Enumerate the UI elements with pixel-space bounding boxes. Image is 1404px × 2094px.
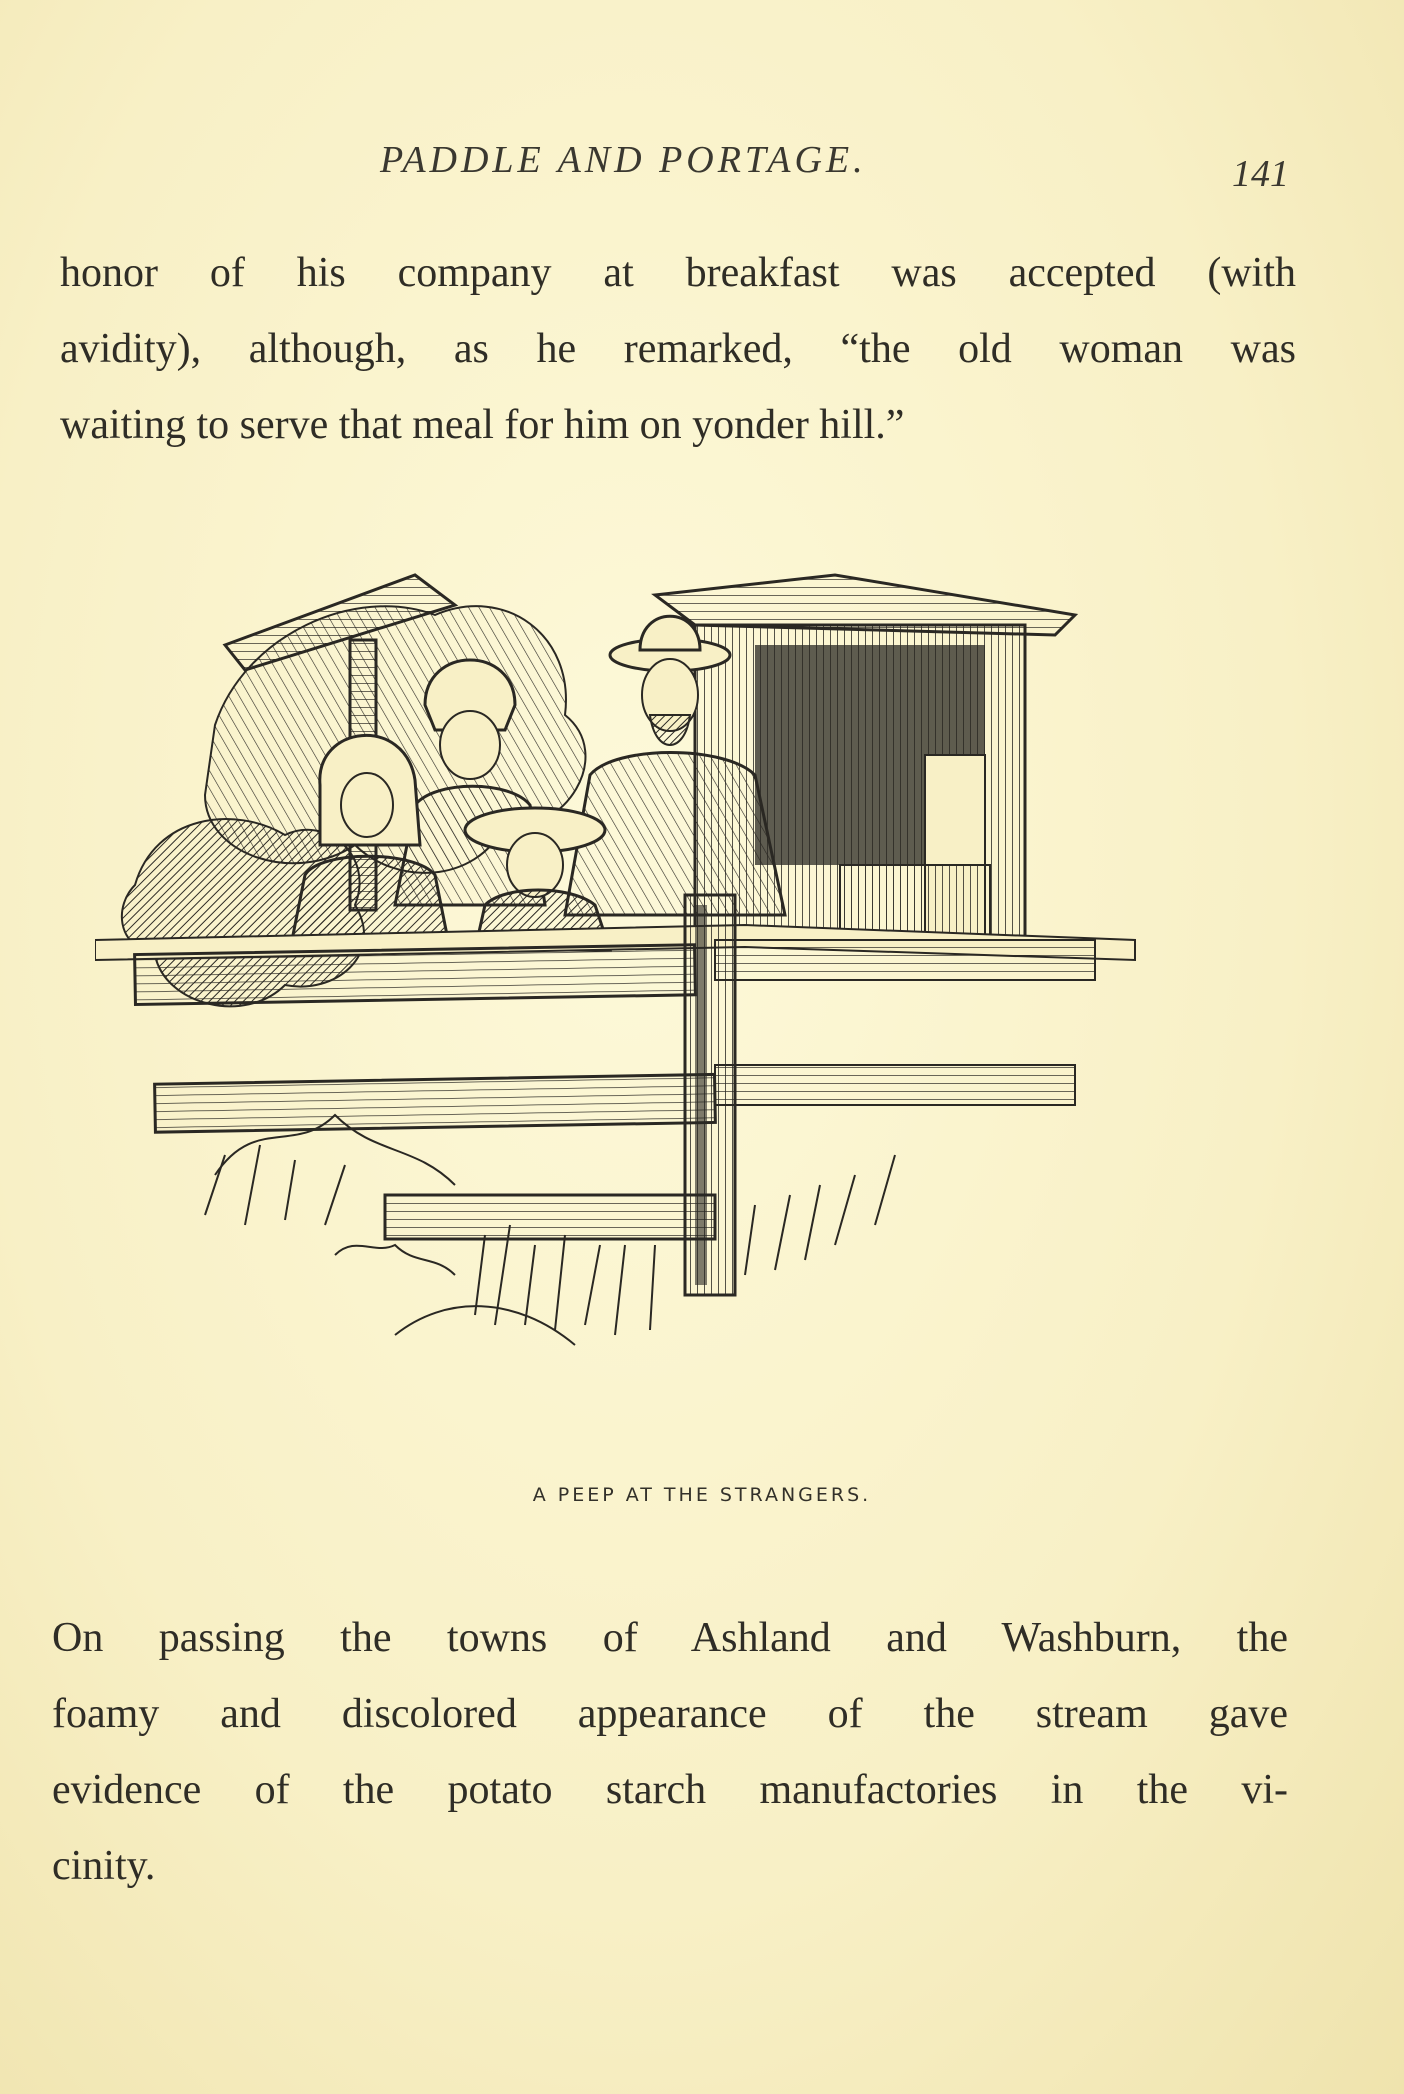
text-line: foamy and discolored appearance of the stream gave bbox=[52, 1691, 1288, 1737]
page-number: 141 bbox=[1232, 153, 1289, 195]
text-line: honor of his company at breakfast was accepted (with bbox=[60, 250, 1296, 296]
text-line: evidence of the potato starch manufactories in the vi- bbox=[52, 1767, 1288, 1813]
paragraph-top bbox=[60, 235, 1296, 463]
paragraph-bottom bbox=[52, 1600, 1288, 1904]
running-head: PADDLE AND PORTAGE. bbox=[380, 139, 867, 181]
text-line: avidity), although, as he remarked, “the old woman was bbox=[60, 326, 1296, 372]
illustration-caption: A PEEP AT THE STRANGERS. bbox=[532, 1484, 872, 1506]
engraving-illustration bbox=[95, 555, 1240, 1430]
text-line: On passing the towns of Ashland and Washburn, the bbox=[52, 1615, 1288, 1661]
text-line: waiting to serve that meal for him on yonder hill.” bbox=[60, 402, 905, 448]
fence bbox=[95, 895, 1135, 1295]
text-line: cinity. bbox=[52, 1843, 156, 1889]
